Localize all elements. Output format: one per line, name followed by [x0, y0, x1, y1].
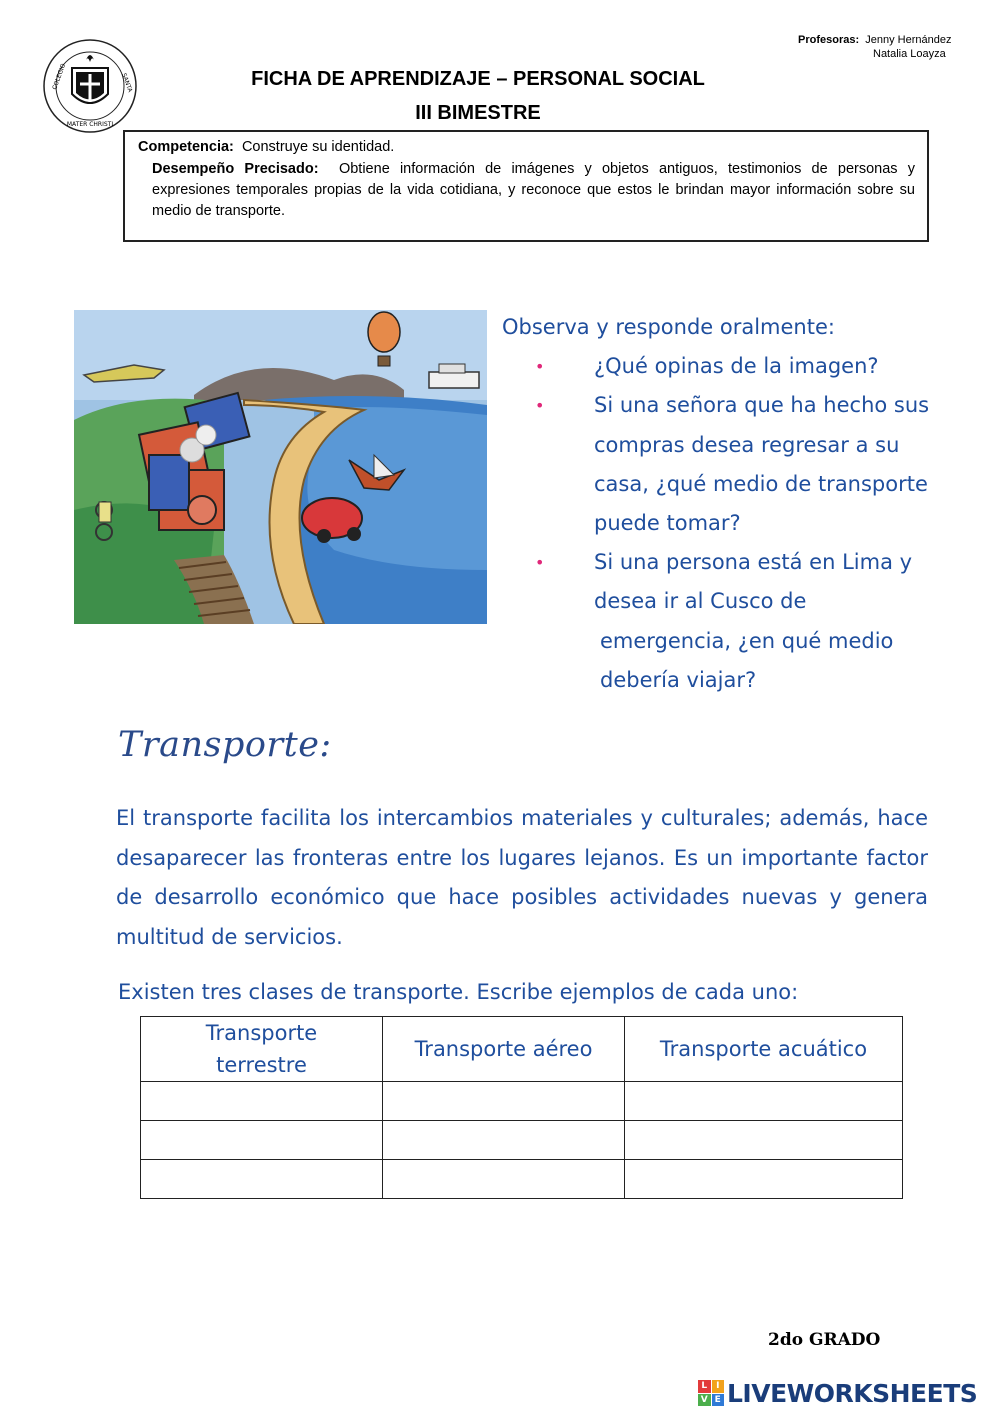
answer-cell[interactable]	[141, 1121, 383, 1160]
list-item	[502, 386, 934, 543]
question-2-line-2: compras desea regresar a su	[594, 432, 900, 457]
list-item	[502, 543, 934, 700]
competency-label: Competencia:	[138, 139, 234, 155]
title-line-1: FICHA DE APRENDIZAJE – PERSONAL SOCIAL	[251, 68, 705, 90]
observe-block	[502, 308, 934, 700]
list-item	[502, 347, 934, 386]
page-title	[150, 62, 806, 130]
answer-cell[interactable]	[625, 1082, 903, 1121]
svg-text:SANTA: SANTA	[120, 72, 134, 94]
bullet: •	[535, 553, 545, 573]
table-row	[141, 1160, 903, 1199]
teachers	[798, 33, 952, 61]
logo-letter-i: I	[712, 1380, 725, 1393]
section-title: Transporte:	[118, 725, 332, 765]
question-3-line-3: emergencia, ¿en qué medio	[600, 628, 894, 653]
answer-cell[interactable]	[383, 1160, 625, 1199]
liveworksheets-logo[interactable]	[698, 1378, 992, 1408]
school-seal-icon	[42, 38, 138, 134]
title-line-2: III BIMESTRE	[415, 102, 541, 124]
bullet: •	[535, 396, 545, 416]
answer-cell[interactable]	[141, 1082, 383, 1121]
header-terrestre	[141, 1017, 383, 1082]
desempeno-label: Desempeño Precisado:	[152, 161, 319, 177]
instruction: Existen tres clases de transporte. Escribe ejemplos de cada uno:	[118, 980, 799, 1004]
liveworksheets-icon	[698, 1380, 724, 1406]
question-3-line-4: debería viajar?	[600, 667, 757, 692]
answer-cell[interactable]	[625, 1121, 903, 1160]
question-1-line-1: ¿Qué opinas de la imagen?	[594, 354, 879, 379]
teacher-2: Natalia Loayza	[873, 48, 946, 60]
svg-text:MATER CHRISTI: MATER CHRISTI	[66, 121, 114, 128]
table-row	[141, 1082, 903, 1121]
header-aereo: Transporte aéreo	[383, 1017, 625, 1082]
liveworksheets-brand: LIVEWORKSHEETS	[727, 1378, 978, 1408]
question-2-line-3: casa, ¿qué medio de transporte	[594, 471, 928, 496]
question-2-line-1: Si una señora que ha hecho sus	[594, 393, 930, 418]
question-2-line-4: puede tomar?	[594, 511, 741, 536]
logo-letter-e: E	[712, 1394, 725, 1407]
teacher-1: Jenny Hernández	[865, 34, 952, 46]
logo-letter-v: V	[698, 1394, 711, 1407]
question-list	[502, 347, 934, 700]
transport-table	[140, 1016, 903, 1199]
logo-letter-l: L	[698, 1380, 711, 1393]
observe-intro: Observa y responde oralmente:	[502, 315, 835, 339]
grade-label: 2do GRADO	[768, 1330, 881, 1350]
desempeno-text: Obtiene información de imágenes y objetos antiguos, testimonios de personas y expresiones temporales propias de la vida cotidiana, y reconoce que estos le brindan mayor información sobre su medio de transporte.	[152, 161, 915, 219]
svg-text:COLEGIO: COLEGIO	[51, 62, 68, 91]
answer-cell[interactable]	[625, 1160, 903, 1199]
header-acuatico: Transporte acuático	[625, 1017, 903, 1082]
transport-paragraph: El transporte facilita los intercambios materiales y culturales; además, hace desaparecer las fronteras entre los lugares lejanos. Es un importante factor de desarrollo económico que hace posibles actividades nuevas y genera multitud de servicios.	[116, 806, 928, 949]
teachers-label: Profesoras:	[798, 34, 860, 46]
table-header-row	[141, 1017, 903, 1082]
answer-cell[interactable]	[383, 1082, 625, 1121]
question-3-line-2: desea ir al Cusco de	[594, 589, 807, 614]
competency-box	[123, 130, 929, 242]
competency-value: Construye su identidad.	[241, 139, 395, 155]
table-row	[141, 1121, 903, 1160]
header-terrestre-line-2: terrestre	[216, 1053, 307, 1077]
header-terrestre-line-1: Transporte	[205, 1021, 318, 1045]
question-3-line-1: Si una persona está en Lima y	[594, 550, 913, 575]
answer-cell[interactable]	[383, 1121, 625, 1160]
bullet: •	[535, 357, 545, 377]
answer-cell[interactable]	[141, 1160, 383, 1199]
transport-illustration	[74, 310, 487, 624]
